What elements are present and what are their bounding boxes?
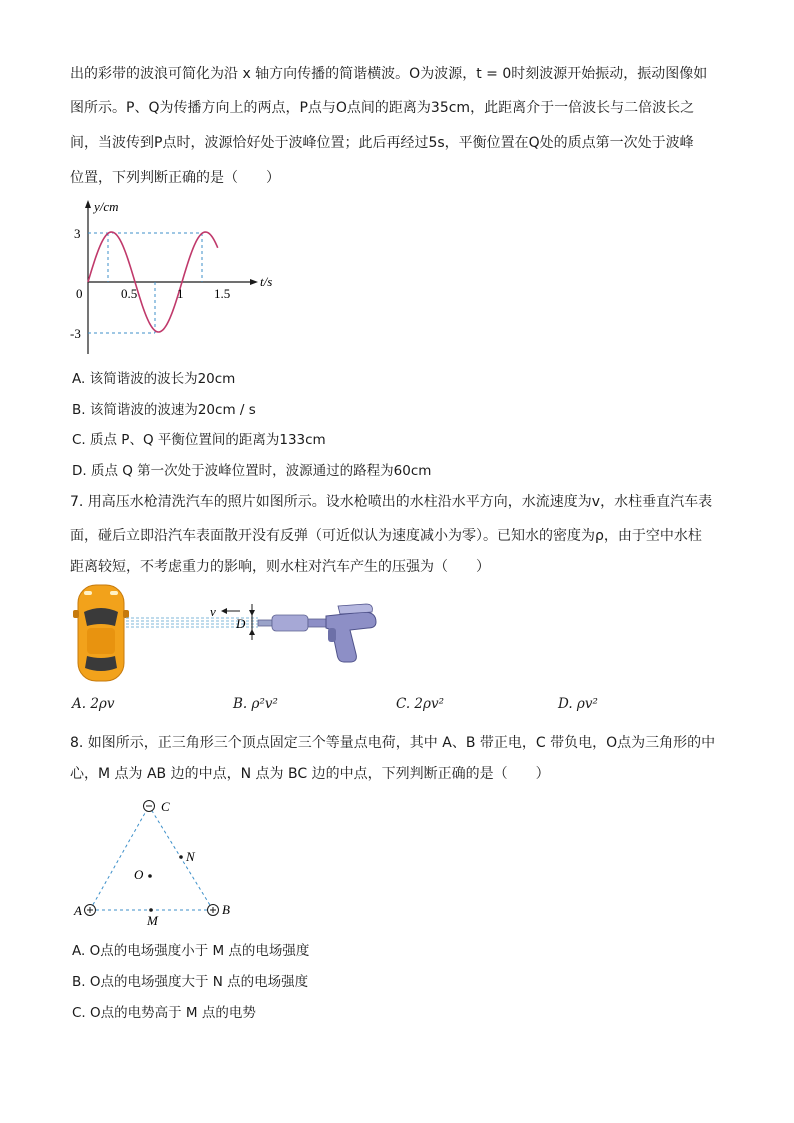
x-tick-1: 1 bbox=[177, 286, 184, 301]
q6-line-1: 出的彩带的波浪可简化为沿 x 轴方向传播的简谐横波。O为波源，t = 0时刻波源开始振动，振动图像如 bbox=[70, 66, 708, 82]
label-o: O bbox=[134, 867, 144, 882]
car-illustration bbox=[73, 585, 129, 681]
q8-option-a[interactable]: A. O点的电场强度小于 M 点的电场强度 bbox=[72, 943, 310, 959]
vibration-graph bbox=[66, 196, 296, 366]
x-axis-arrow bbox=[250, 279, 258, 285]
q7-option-d[interactable]: D. ρv² bbox=[558, 696, 598, 712]
label-c: C bbox=[161, 799, 170, 814]
q6-line-2: 图所示。P、Q为传播方向上的两点，P点与O点间的距离为35cm，此距离介于一倍波长与二倍波长之 bbox=[70, 100, 695, 116]
q7-line-1: 7. 用高压水枪清洗汽车的照片如图所示。设水枪喷出的水柱沿水平方向，水流速度为v，水柱垂直汽车表 bbox=[70, 494, 713, 510]
q8-line-2: 心，M 点为 AB 边的中点，N 点为 BC 边的中点，下列判断正确的是（ ） bbox=[70, 766, 550, 782]
q7-line-3: 距离较短，不考虑重力的影响，则水柱对汽车产生的压强为（ ） bbox=[70, 559, 490, 575]
velocity-label: v bbox=[210, 604, 216, 619]
x-tick-0: 0 bbox=[76, 286, 83, 301]
label-m: M bbox=[147, 913, 158, 928]
x-tick-0.5: 0.5 bbox=[121, 286, 138, 301]
point-o bbox=[148, 874, 152, 878]
charge-triangle-figure bbox=[70, 794, 250, 928]
x-axis-label: t/s bbox=[260, 274, 273, 289]
label-n: N bbox=[186, 849, 195, 864]
charge-b-positive bbox=[208, 905, 219, 916]
q8-line-1: 8. 如图所示，正三角形三个顶点固定三个等量点电荷，其中 A、B 带正电，C 带负电，O点为三角形的中 bbox=[70, 735, 716, 751]
q6-option-b[interactable]: B. 该简谐波的波速为20cm / s bbox=[72, 402, 256, 418]
dashed-guides bbox=[88, 233, 202, 333]
charge-c-negative bbox=[144, 801, 155, 812]
q6-line-3: 间，当波传到P点时，波源恰好处于波峰位置；此后再经过5s，平衡位置在Q处的质点第一次处于波峰 bbox=[70, 135, 694, 151]
q6-option-d[interactable]: D. 质点 Q 第一次处于波峰位置时，波源通过的路程为60cm bbox=[72, 463, 432, 479]
car-wash-figure bbox=[70, 582, 390, 686]
y-axis-label: y/cm bbox=[94, 199, 119, 214]
point-m bbox=[149, 908, 153, 912]
y-axis-arrow bbox=[85, 200, 91, 208]
label-b: B bbox=[222, 902, 230, 917]
q6-option-a[interactable]: A. 该简谐波的波长为20cm bbox=[72, 371, 236, 387]
x-tick-1.5: 1.5 bbox=[214, 286, 231, 301]
q6-option-c[interactable]: C. 质点 P、Q 平衡位置间的距离为133cm bbox=[72, 432, 326, 448]
point-n bbox=[179, 855, 183, 859]
q8-option-c[interactable]: C. O点的电势高于 M 点的电势 bbox=[72, 1005, 256, 1021]
q8-option-b[interactable]: B. O点的电场强度大于 N 点的电场强度 bbox=[72, 974, 309, 990]
water-gun-illustration bbox=[258, 604, 376, 662]
label-a: A bbox=[74, 903, 82, 918]
q7-option-a[interactable]: A. 2ρv bbox=[72, 696, 115, 712]
q6-line-4: 位置，下列判断正确的是（ ） bbox=[70, 170, 280, 186]
q7-option-c[interactable]: C. 2ρv² bbox=[396, 696, 444, 712]
q7-option-b[interactable]: B. ρ²v² bbox=[233, 696, 278, 712]
charge-a-positive bbox=[85, 905, 96, 916]
diameter-label: D bbox=[236, 616, 246, 631]
y-tick-neg3: -3 bbox=[70, 326, 81, 341]
q7-line-2: 面，碰后立即沿汽车表面散开没有反弹（可近似认为速度减小为零）。已知水的密度为ρ，由于空中水柱 bbox=[70, 528, 702, 544]
y-tick-3: 3 bbox=[74, 226, 81, 241]
